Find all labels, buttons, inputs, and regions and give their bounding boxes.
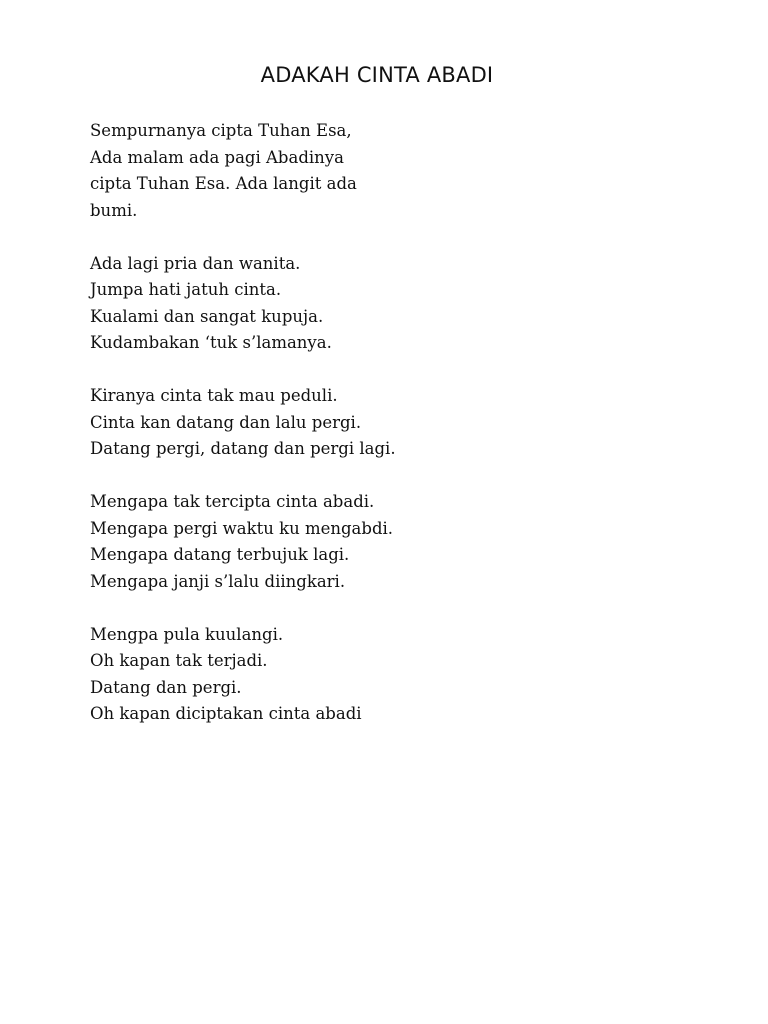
poem-line: Ada lagi pria dan wanita.	[90, 253, 301, 273]
poem-line: Datang dan pergi.	[90, 677, 242, 697]
poem-line: Kiranya cinta tak mau peduli.	[90, 386, 338, 405]
poem-line: Mengpa pula kuulangi.	[90, 624, 284, 644]
poem-line: Kudambakan ‘tuk s’lamanya.	[90, 333, 332, 352]
poem-line: Mengapa datang terbujuk lagi.	[90, 545, 350, 564]
poem-line: Oh kapan tak terjadi.	[90, 651, 268, 670]
poem-line: cipta Tuhan Esa. Ada langit ada	[90, 174, 357, 193]
poem-line: Jumpa hati jatuh cinta.	[90, 280, 282, 299]
poem-line: Sempurnanya cipta Tuhan Esa,	[90, 121, 352, 140]
stanza-2	[90, 251, 690, 357]
poem-line: Cinta kan datang dan lalu pergi.	[90, 412, 362, 432]
poem-line: Datang pergi, datang dan pergi lagi.	[90, 439, 396, 458]
poem-line: Mengapa janji s’lalu diingkari.	[90, 571, 346, 591]
stanza-5	[90, 622, 690, 728]
poem-line: Kualami dan sangat kupuja.	[90, 306, 324, 326]
stanza-4	[90, 489, 690, 595]
poem-title: ADAKAH CINTA ABADI	[260, 63, 494, 87]
stanza-3	[90, 383, 690, 463]
poem-line: Ada malam ada pagi Abadinya	[90, 147, 344, 167]
poem-line: Mengapa pergi waktu ku mengabdi.	[90, 518, 394, 538]
poem-line: Oh kapan diciptakan cinta abadi	[90, 704, 362, 723]
poem-line: Mengapa tak tercipta cinta abadi.	[90, 492, 375, 511]
poem-line: bumi.	[90, 200, 138, 220]
poem-body	[90, 118, 690, 754]
stanza-1	[90, 118, 690, 224]
